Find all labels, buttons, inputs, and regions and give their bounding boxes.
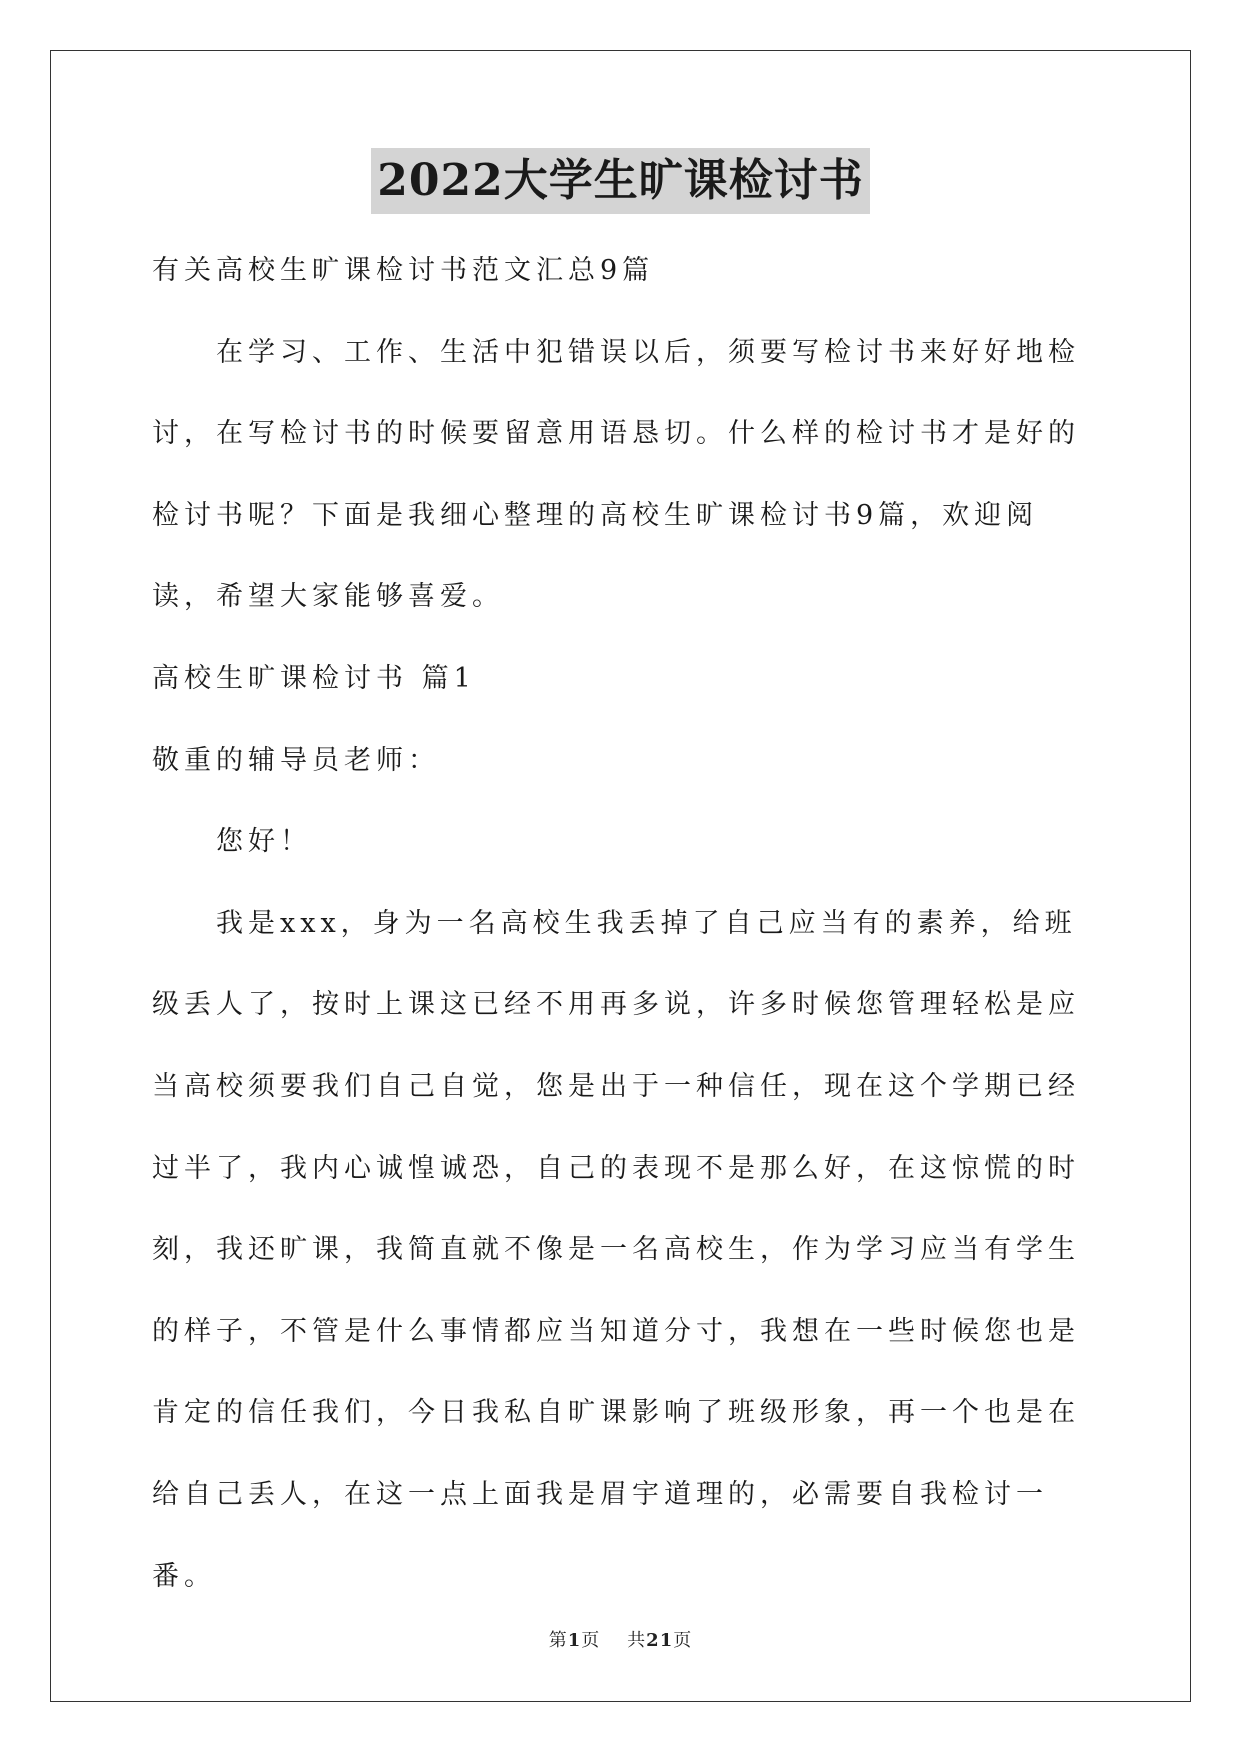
- page-number: 1: [567, 1630, 582, 1651]
- paragraph-intro: 在学习、工作、生活中犯错误以后，须要写检讨书来好好地检讨，在写检讨书的时候要留意用语恳切。什么样的检讨书才是好的检讨书呢？下面是我细心整理的高校生旷课检讨书9篇，欢迎阅读，希望大家能够喜爱。: [152, 336, 1080, 613]
- document-body: [152, 230, 1090, 1617]
- title-container: [0, 148, 1241, 214]
- paragraph-body: 我是xxx，身为一名高校生我丢掉了自己应当有的素养，给班级丢人了，按时上课这已经不用再多说，许多时候您管理轻松是应当高校须要我们自己自觉，您是出于一种信任，现在这个学期已经过半了，我内心诚惶诚恐，自己的表现不是那么好，在这惊慌的时刻，我还旷课，我简直就不像是一名高校生，作为学习应当有学生的样子，不管是什么事情都应当知道分寸，我想在一些时候您也是肯定的信任我们，今日我私自旷课影响了班级形象，再一个也是在给自己丢人，在这一点上面我是眉宇道理的，必需要自我检讨一番。: [152, 907, 1080, 1592]
- page-footer: [0, 1626, 1241, 1652]
- paragraph-intro-heading: 有关高校生旷课检讨书范文汇总9篇: [152, 255, 655, 286]
- total-prefix: 共: [627, 1630, 647, 1651]
- document-title: 2022大学生旷课检讨书: [371, 148, 869, 214]
- greeting: 您好！: [216, 826, 312, 858]
- salutation: 敬重的辅导员老师：: [152, 744, 440, 776]
- section-heading: 高校生旷课检讨书 篇1: [152, 662, 476, 694]
- page-prefix: 第: [548, 1630, 568, 1651]
- total-suffix: 页: [673, 1630, 693, 1651]
- total-pages: 21: [646, 1630, 674, 1651]
- page-suffix: 页: [581, 1630, 601, 1651]
